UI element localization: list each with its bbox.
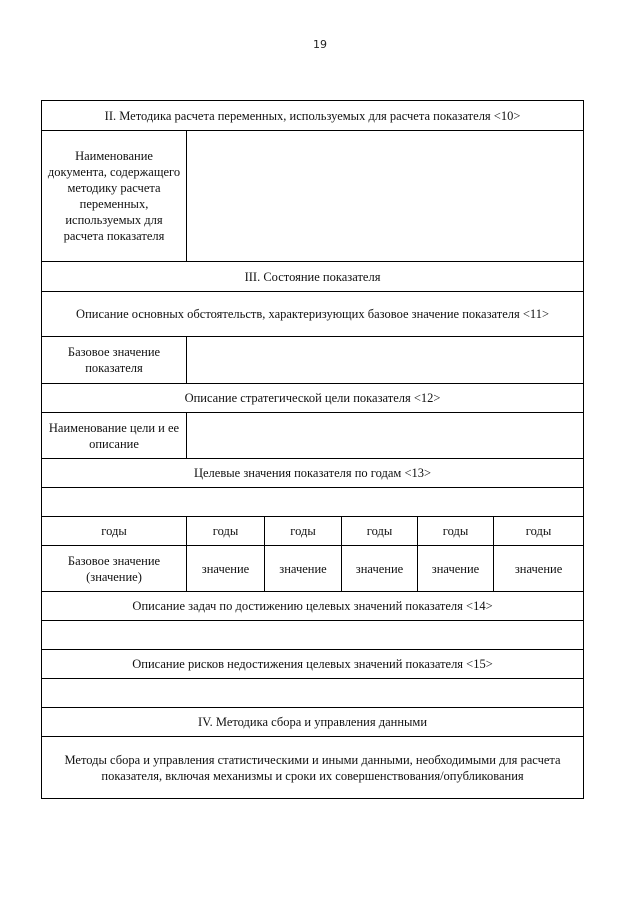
risks-title: Описание рисков недостижения целевых значений показателя <15> bbox=[42, 650, 584, 679]
goal-name-field[interactable] bbox=[187, 413, 584, 459]
section-4-title: IV. Методика сбора и управления данными bbox=[42, 708, 584, 737]
years-header-cell: годы bbox=[494, 517, 584, 546]
goal-name-label: Наименование цели и ее описание bbox=[42, 413, 187, 459]
strategic-goal-title: Описание стратегической цели показателя <12> bbox=[42, 384, 584, 413]
section-2-title: II. Методика расчета переменных, используемых для расчета показателя <10> bbox=[42, 101, 584, 131]
years-header-cell: годы bbox=[418, 517, 494, 546]
page-number: 19 bbox=[313, 38, 327, 51]
tasks-field[interactable] bbox=[42, 621, 584, 650]
base-value-description-title: Описание основных обстоятельств, характеризующих базовое значение показателя <11> bbox=[42, 292, 584, 337]
years-header-cell: годы bbox=[42, 517, 187, 546]
document-name-field[interactable] bbox=[187, 131, 584, 262]
data-methods-description: Методы сбора и управления статистическими и иными данными, необходимыми для расчета показателя, включая механизмы и сроки их совершенствования/опубликования bbox=[42, 737, 584, 799]
target-values-title: Целевые значения показателя по годам <13> bbox=[42, 459, 584, 488]
years-header-cell: годы bbox=[265, 517, 342, 546]
indicator-form-table bbox=[41, 100, 584, 799]
tasks-title: Описание задач по достижению целевых значений показателя <14> bbox=[42, 592, 584, 621]
risks-field[interactable] bbox=[42, 679, 584, 708]
section-3-title: III. Состояние показателя bbox=[42, 262, 584, 292]
value-cell[interactable]: значение bbox=[187, 546, 265, 592]
value-cell[interactable]: значение bbox=[265, 546, 342, 592]
years-header-cell: годы bbox=[187, 517, 265, 546]
value-cell[interactable]: значение bbox=[494, 546, 584, 592]
value-cell[interactable]: значение bbox=[418, 546, 494, 592]
base-value-field[interactable] bbox=[187, 337, 584, 384]
base-row-label: Базовое значение (значение) bbox=[42, 546, 187, 592]
base-value-label: Базовое значение показателя bbox=[42, 337, 187, 384]
target-values-field[interactable] bbox=[42, 488, 584, 517]
years-header-cell: годы bbox=[342, 517, 418, 546]
value-cell[interactable]: значение bbox=[342, 546, 418, 592]
document-name-label: Наименование документа, содержащего методику расчета переменных, используемых для расчета показателя bbox=[42, 131, 187, 262]
